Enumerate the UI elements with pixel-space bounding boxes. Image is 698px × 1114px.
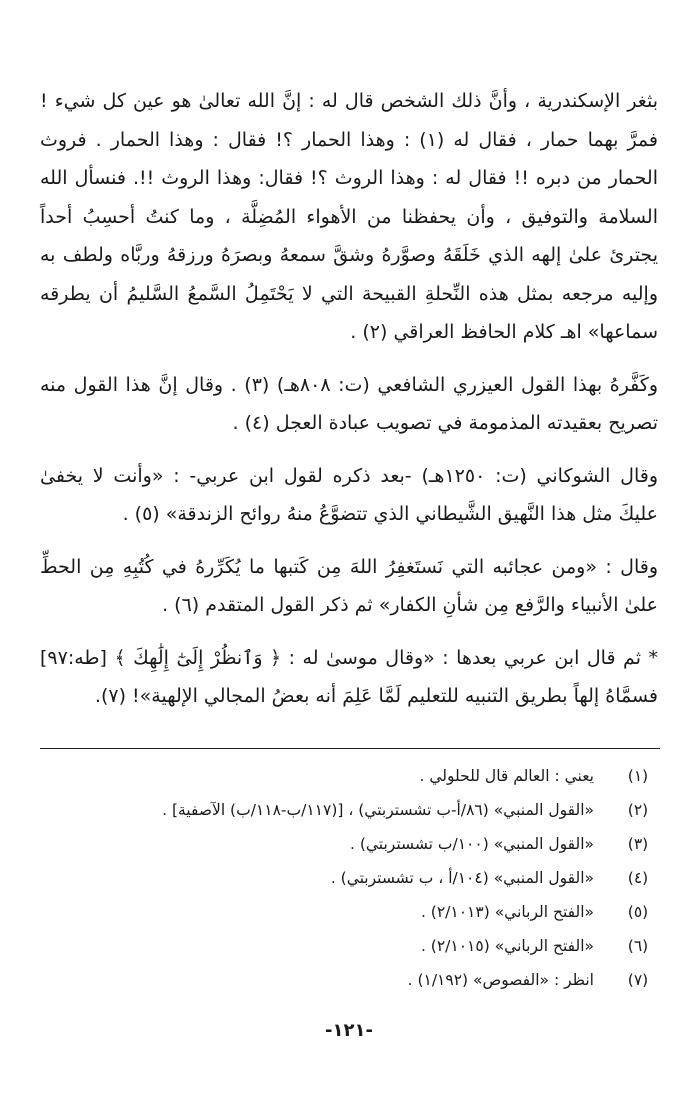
footnote-6	[40, 929, 658, 963]
footnote-number: (٢)	[627, 801, 649, 819]
footnote-number: (٤)	[627, 869, 649, 887]
footnote-number: (٦)	[627, 937, 649, 955]
footnote-number: (٧)	[627, 971, 649, 989]
footnote-3	[40, 827, 658, 861]
paragraph-2: وكَفَّرهُ بهذا القول العيزري الشافعي (ت: ٨٠٨هـ) (٣) . وقال إنَّ هذا القول منه تصريح بعقيدته المذمومة في تصويب عبادة العجل (٤) .	[40, 373, 658, 434]
paragraph-1: بثغر الإسكندرية ، وأنَّ ذلك الشخص قال له : إنَّ الله تعالىٰ هو عين كل شيء ! فمرَّ بهما حمار ، فقال له (١) : وهذا الحمار ؟! فقال : وهذا الحمار . فروث الحمار من دبره !! فقال له : وهذا الروث ؟! فقال: وهذا الروث !!. فنسأل الله السلامة والتوفيق ، وأن يحفظنا من الأهواء المُضِلَّة ، وما كنتُ أحسِبُ أحداً يجترئ علىٰ إلهه الذي خَلَقَهُ وصوَّرهُ وشقَّ سمعهُ وبصرَهُ ورزقهُ وربَّاه ولطف به وإليه مرجعه بمثل هذه النِّحلةِ القبيحة التي لا يَحْتَمِلُ السَّمعُ السَّليمُ أن يطرقه سماعها» اهـ كلام الحافظ العراقي (٢) .	[40, 90, 658, 343]
footnote-text: «القول المنبي» (٨٦/أ-ب تشستربتي) ، [(١١٧/ب-١١٨/ب) الآصفية] .	[162, 801, 594, 819]
footnote-divider	[40, 748, 660, 749]
footnote-7	[40, 963, 658, 997]
paragraph-3: وقال الشوكاني (ت: ١٢٥٠هـ) -بعد ذكره لقول ابن عربي- : «وأنت لا يخفىٰ عليكَ مثل هذا النَّهيق الشَّيطاني الذي تتضوَّعُ منهُ روائح الزندقة» (٥) .	[40, 464, 658, 525]
footnote-text: يعني : العالم قال للحلولي .	[419, 767, 594, 785]
main-text	[40, 82, 658, 716]
footnote-number: (٣)	[627, 835, 649, 853]
footnote-2	[40, 793, 658, 827]
footnote-text: «الفتح الرباني» (٢/١٠١٣) .	[420, 903, 594, 921]
footnote-4	[40, 861, 658, 895]
footnote-number: (٥)	[627, 903, 649, 921]
page-number: -١٢١-	[325, 1020, 373, 1041]
paragraph-5: * ثم قال ابن عربي بعدها : «وقال موسىٰ له : ﴿ وَٱنظُرْ إِلَىٰٓ إِلَٰهِكَ ﴾ [طه:٩٧] فسمَّاهُ إلهاً بطريق التنبيه للتعليم لَمَّا عَلِمَ أنه بعضُ المجالي الإلهية»! (٧).	[40, 646, 658, 707]
footnote-number: (١)	[627, 767, 649, 785]
footnote-text: «الفتح الرباني» (٢/١٠١٥) .	[420, 937, 594, 955]
footnote-1	[40, 759, 658, 793]
footnote-5	[40, 895, 658, 929]
paragraph-4: وقال : «ومن عجائبه التي نَستَغفِرُ اللهَ مِن كَتبها ما يُكَرِّرهُ في كُتُبِهِ مِن الحطِّ علىٰ الأنبياء والرَّفع مِن شأنِ الكفار» ثم ذكر القول المتقدم (٦) .	[40, 555, 658, 616]
footnote-text: «القول المنبي» (١٠٤/أ ، ب تشستربتي) .	[330, 869, 594, 887]
footnote-text: «القول المنبي» (١٠٠/ب تشستربتي) .	[349, 835, 594, 853]
footnote-text: انظر : «الفصوص» (١/١٩٢) .	[407, 971, 594, 989]
